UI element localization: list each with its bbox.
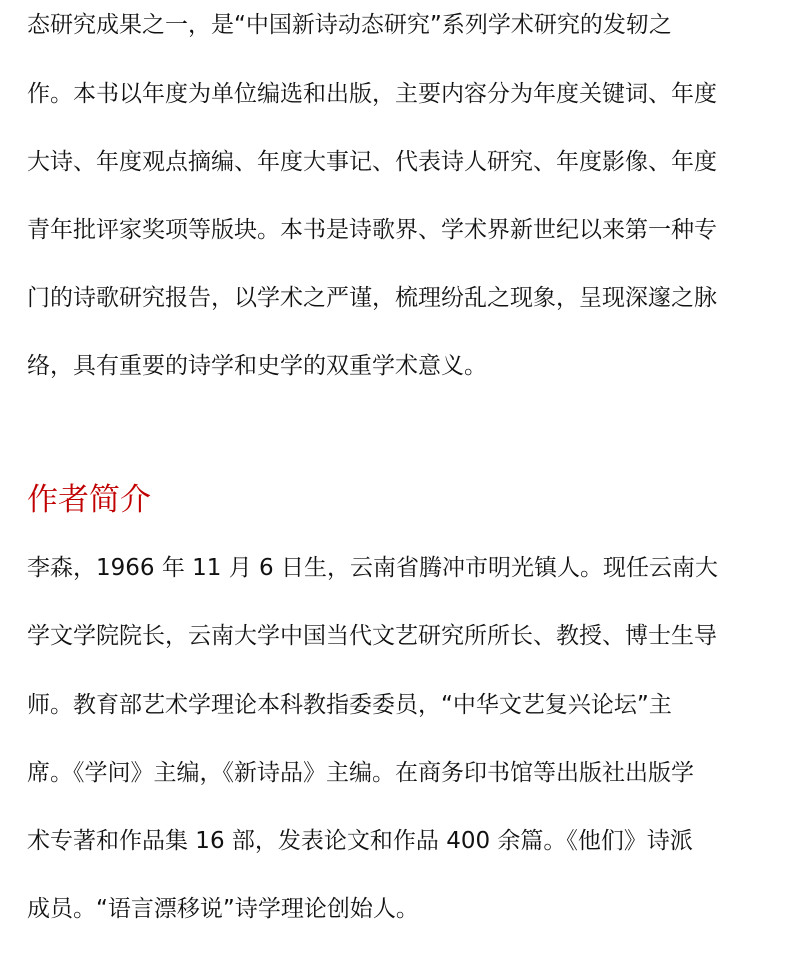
intro-line: 作。本书以年度为单位编选和出版，主要内容分为年度关键词、年度 — [27, 81, 717, 107]
intro-line: 大诗、年度观点摘编、年度大事记、代表诗人研究、年度影像、年度 — [27, 149, 717, 175]
author-bio-line: 李森，1966 年 11 月 6 日生，云南省腾冲市明光镇人。现任云南大 — [27, 555, 718, 581]
intro-line: 门的诗歌研究报告，以学术之严谨，梳理纷乱之现象，呈现深邃之脉 — [27, 285, 717, 311]
author-bio-line: 学文学院院长，云南大学中国当代文艺研究所所长、教授、博士生导 — [27, 623, 717, 649]
intro-line: 青年批评家奖项等版块。本书是诗歌界、学术界新世纪以来第一种专 — [27, 217, 717, 243]
author-section-heading: 作者简介 — [27, 482, 151, 518]
author-bio-line: 席。《学问》主编，《新诗品》主编。在商务印书馆等出版社出版学 — [27, 760, 694, 786]
author-bio-line: 师。教育部艺术学理论本科教指委委员，“中华文艺复兴论坛”主 — [27, 692, 672, 718]
intro-line: 络，具有重要的诗学和史学的双重学术意义。 — [27, 353, 487, 379]
author-bio-line: 成员。“语言漂移说”诗学理论创始人。 — [27, 896, 419, 922]
intro-line: 态研究成果之一，是“中国新诗动态研究”系列学术研究的发轫之 — [27, 12, 672, 38]
author-bio-line: 术专著和作品集 16 部，发表论文和作品 400 余篇。《他们》诗派 — [27, 828, 693, 854]
